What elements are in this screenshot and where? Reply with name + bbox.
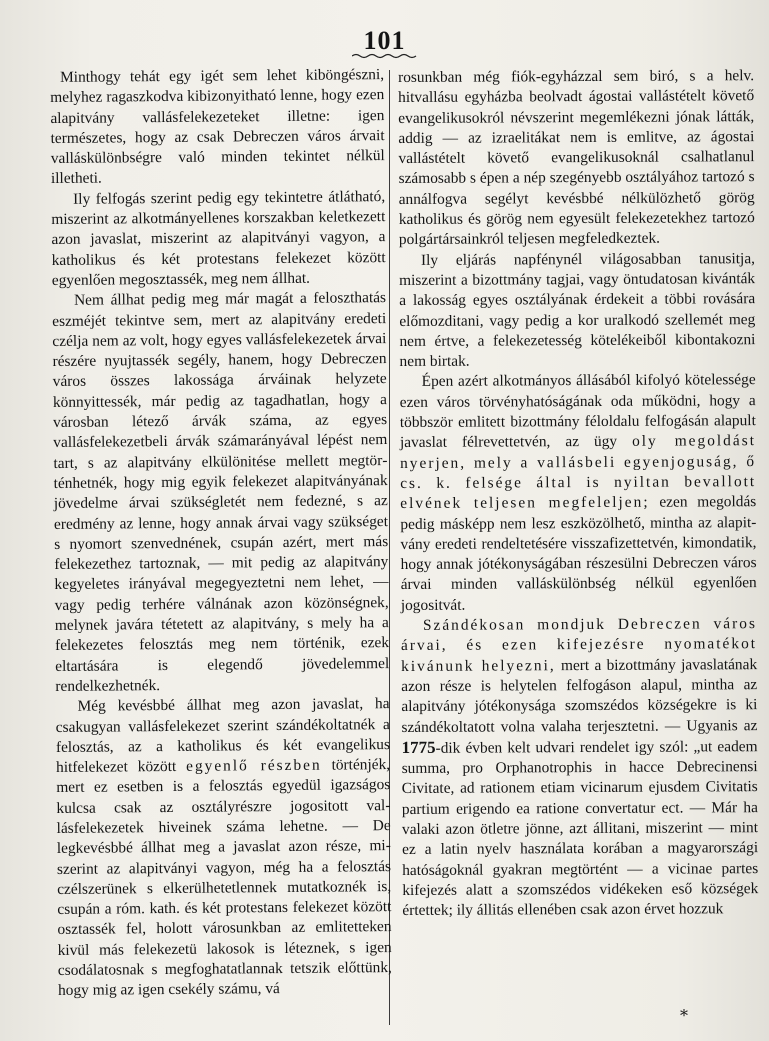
- right-column: [398, 66, 758, 921]
- paragraph: Ily felfogás szerint pedig egy tekintetre átlátható, miszerint az alkotmányellenes korszakban keletkezett azon javaslat, miszerint az alapitványi vagyon, a katholikus és két protestans felekezet között egyenlően megosztassék, meg nem állhat.: [51, 187, 386, 289]
- text-run: Még kevésbbé állhat meg azon javaslat, ha csakugyan vallásfelekezet szerint szándékoltatnék a felosztás, az a katholikus és két evangelikus hitfelekezet között: [55, 695, 390, 777]
- text-run: mert a bizottmány javaslatának azon része is helytelen felfogáson alapul, mintha az alapitvány jótékonysága szomszédos községekre is ki szándékoltatott volna valaha terjesztetni. — Ugyanis az: [401, 655, 758, 736]
- paragraph: [401, 614, 759, 921]
- paragraph: rosunkban még fiók-egyházzal sem biró, s a helv. hitvallásu egyházba beolvadt ágostai vallástételt követő evangelikusokról névszerint megemlékezni jónak látták, addig — az izraelitákat nem is emlitve, az ágostai vallástételt követő evangelikusoknál csalhatlanul számosabb s épen a nép szegényebb osztályához tartozó s annálfogva segélyt kevésbbé nélkülözhető görög katholikus és görög nem egyesült felekezetekhez tartozó polgártársainkról teljesen megfeledkeztek.: [398, 67, 755, 249]
- text-run: -dik évben kelt udvari rendelet igy szól: „ut eadem summa, pro Orphanotrophis in hacce Debrecinensi Civitate, ad rationem etiam vicinarum ejusdem Civitatis partium erigendo ea ratione convertatur ect. — Már ha valaki azon ötletre jönne, azt állitani, miszerint — mint ez a latin nyelv használata korában a magyarországi hatóságoknál gyakran megtörtént — a vicinae partes kifejezés alatt a szomszédos vidékeken eső községek értettek; ily állitás ellenében csak azon érvet hozzuk: [401, 737, 759, 920]
- page-number-ornament: [352, 53, 418, 59]
- text-run: Épen azért alkotmányos állásából kifolyó kötelessége ezen város törvényhatóságának oda működni, hogy a többször emlitett bizottmány féloldalu felfogásán alapult javaslat félrevettetvén, az ügy: [399, 371, 756, 452]
- paragraph: [55, 694, 392, 1001]
- paragraph: Minthogy tehát egy igét sem lehet kiböngészni, melyhez ragaszkodva kibizonyitható lenne, hogy ezen alapitvány vallásfelekezeteket illetne: igen természetes, hogy az csak Debreczen város árvait valláskülönbségre való minden tekintet nélkül illetheti.: [50, 66, 385, 188]
- emphasized-text: Szándékosan mondjuk Debreczen város árvai, és ezen kifejezésre nyomatékot kivánunk helyezni,: [400, 615, 758, 675]
- paragraph: Nem állhat pedig meg már magát a feloszthatás eszméjét tekintve sem, mert az alapitvány eredeti czélja nem az volt, hogy egyes vallásfelekezetek árvai részére nyujtassék segély, hanem, hogy Debreczen város összes lakossága árváinak helyzete könnyittessék, már pedig az tagadhatlan, hogy a városban létező árvák száma, az egyes vallásfelekezetbeli árvák számarányával lépést nem tart, s az alapitvány elkülönitése mellett megtörténhetnék, hogy mig egyik felekezet alapitványának jövedelme árvai szükségletét nem fedezné, s az eredmény az lenne, hogy annak árvai vagy szükséget s nyomort szenvednének, csupán azért, mert más felekezethez tartoznak, — mit pedig az alapitvány kegyeletes irányával megegyeztetni nem lehet, — vagy pedig terhére válnának azon közönségnek, melynek javára tétetett az alapitvány, s mely ha a felekezetes felosztás meg nem történik, ezek eltartására is elegendő jövedelemmel rendelkezhetnék.: [52, 289, 390, 695]
- paragraph: Ily eljárás napfénynél világosabban tanusitja, miszerint a bizottmány tagjai, vagy öntudatosan kivánták a lakosság egyes osztályának érdekeit a többi rovására előmozditani, vagy pedig a kor uralkodó szellemét meg nem értve, a felekezetesség kötelékeiből kibontakozni nem birtak.: [399, 249, 756, 371]
- year: 1775: [401, 737, 436, 757]
- page-number: 101: [363, 26, 406, 55]
- text-run: történjék, mert ez esetben is a felosztás egyedül igazságos kulcsa csak az osztályrészre jogositott vallásfelekezetek hiveinek száma lehetne. — De legkevésbbé állhat meg a javaslat azon része, miszerint az alapitványi vagyon, még ha a felosztás czélszerünek s elkerülhetetlennek mutatkoznék is, csupán a róm. kath. és két protestans felekezet között osztassék fel, holott városunkban az emlitetteken kivül más felekezetü lakosok is léteznek, s igen csodálatosnak s megfoghatatlannak tetszik előttünk, hogy mig az igen csekély számu, vá: [56, 756, 392, 1000]
- paragraph: [400, 371, 757, 616]
- text-run: ezen megoldás pedig másképp nem lesz eszközölhető, mintha az alapitvány eredeti rendeltetésére visszafizettetvén, kimondatik, hogy annak jótékonyságában részesülni Debreczen város árvai minden valláskülönbség nélkül egyenlően jogositvát.: [400, 493, 757, 614]
- signature-mark: *: [680, 1006, 688, 1025]
- emphasized-text: oly megoldást nyerjen, mely a vallásbeli egyenjoguság, ő cs. k. felsége által is nyiltan bevallott elvének teljesen megfeleljen;: [400, 432, 757, 513]
- emphasized-text: egyenlő részben: [186, 756, 322, 775]
- left-column: [50, 65, 392, 1002]
